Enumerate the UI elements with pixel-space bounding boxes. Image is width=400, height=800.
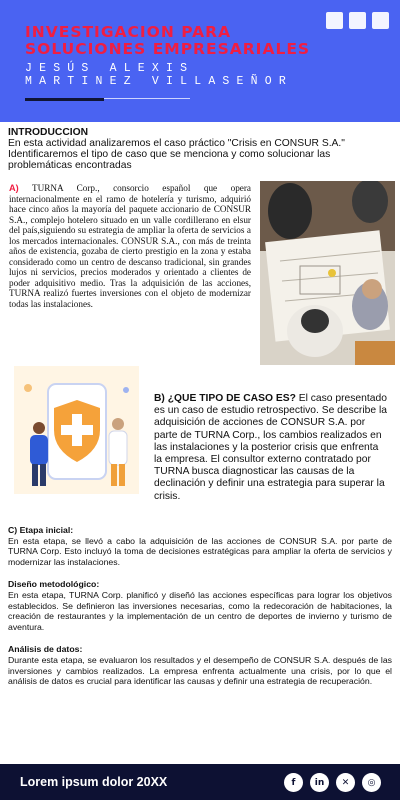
analisis-heading: Análisis de datos:: [8, 644, 83, 655]
footer-bar: [0, 764, 400, 800]
linkedin-icon[interactable]: in: [310, 773, 329, 792]
shield-cross-illustration: [14, 366, 139, 494]
methodology-sections: [8, 525, 392, 699]
social-links: [284, 773, 381, 792]
facebook-icon[interactable]: f: [284, 773, 303, 792]
section-b-heading: B) ¿QUE TIPO DE CASO ES?: [154, 393, 296, 404]
decor-square: [326, 12, 343, 29]
decorative-squares: [326, 12, 389, 29]
section-a: [9, 183, 251, 309]
section-c-heading: C) Etapa inicial:: [8, 525, 74, 535]
business-meeting-photo: [260, 181, 395, 365]
meeting-photo-illustration: [260, 181, 395, 365]
header-banner: [0, 0, 400, 122]
introduction-section: [8, 127, 393, 171]
section-b-text: El caso presentado es un caso de estudio retrospectivo. Se describe la adquisición de acciones de CONSUR S.A. por parte de TURNA Corp., los cambios realizados en las instalaciones y la posterior crisis que enfrenta la empresa. El consultor externo contratado por TURNA busca diagnosticar las causas de la declinación y definir una estrategia para superar la crisis.: [154, 393, 387, 502]
section-c-text: En esta etapa, se llevó a cabo la adquisición de las acciones de CONSUR S.A. por parte de TURNA Corp. Esto incluyó la toma de decisiones estratégicas para ampliar la oferta de servicios y modernizar las instalaciones.: [8, 535, 392, 567]
instagram-icon[interactable]: ◎: [362, 773, 381, 792]
analisis-text: Durante esta etapa, se evaluaron los resultados y el desempeño de CONSUR S.A. después de las inversiones y cambios realizados. La empresa enfrenta actualmente una crisis, por lo que el análisis de datos es crucial para identificar las causas y definir una estrategia de recuperación.: [8, 654, 392, 687]
section-b-paragraph: [154, 393, 388, 503]
section-b: [154, 393, 388, 503]
x-icon[interactable]: ✕: [336, 773, 355, 792]
author-first-names: JESÚS ALEXIS: [25, 62, 195, 75]
document-title: INVESTIGACION PARA SOLUCIONES EMPRESARIALES: [25, 23, 311, 58]
section-a-text: TURNA Corp., consorcio español que opera internacionalmente en el ramo de hotelería y turismo, adquirió hace cinco años la mayoría del paquete accionario de CONSUR S.A., complejo hotelero situado en un valle cordillerano en elsur del país,siguiendo su estrategia de ampliar la oferta de servicios a los mercados internacionales. CONSUR S.A., con más de treinta años de existencia, gozaba de cierto prestigio en la zona y estaba considerado como un centro de descanso tradicional, sin grandes lujos ni servicios, precios moderados y orientado a clientes de poder adquisitivo medio. Tras la adquisición de las acciones, TURNA realizó fuertes inversiones con el objeto de modernizar todas las instalaciones.: [9, 183, 251, 309]
diseno-text: En esta etapa, TURNA Corp. planificó y diseñó las acciones específicas para lograr los objetivos establecidos. Se definieron las inversiones necesarias, como la redecoración de habitaciones, la creación de restaurantes y la implementación de un centro de deportes de invierno y turismo de aventura.: [8, 589, 392, 632]
diseno-heading: Diseño metodológico:: [8, 579, 100, 590]
medical-shield-illustration: [14, 366, 139, 494]
author-name: [25, 62, 293, 88]
header-divider-light: [104, 98, 190, 99]
intro-text: En esta actividad analizaremos el caso práctico "Crisis en CONSUR S.A." Identificaremos el tipo de caso que se menciona y como solucionar las problemáticas encontradas: [8, 138, 345, 171]
section-a-tag: A): [9, 183, 19, 193]
section-a-paragraph: [9, 183, 251, 309]
header-divider-dark: [25, 98, 104, 101]
footer-text: Lorem ipsum dolor 20XX: [20, 775, 168, 789]
decor-square: [349, 12, 366, 29]
author-last-names: MARTINEZ VILLASEÑOR: [25, 75, 293, 88]
intro-heading: INTRODUCCION: [8, 127, 89, 138]
decor-square: [372, 12, 389, 29]
